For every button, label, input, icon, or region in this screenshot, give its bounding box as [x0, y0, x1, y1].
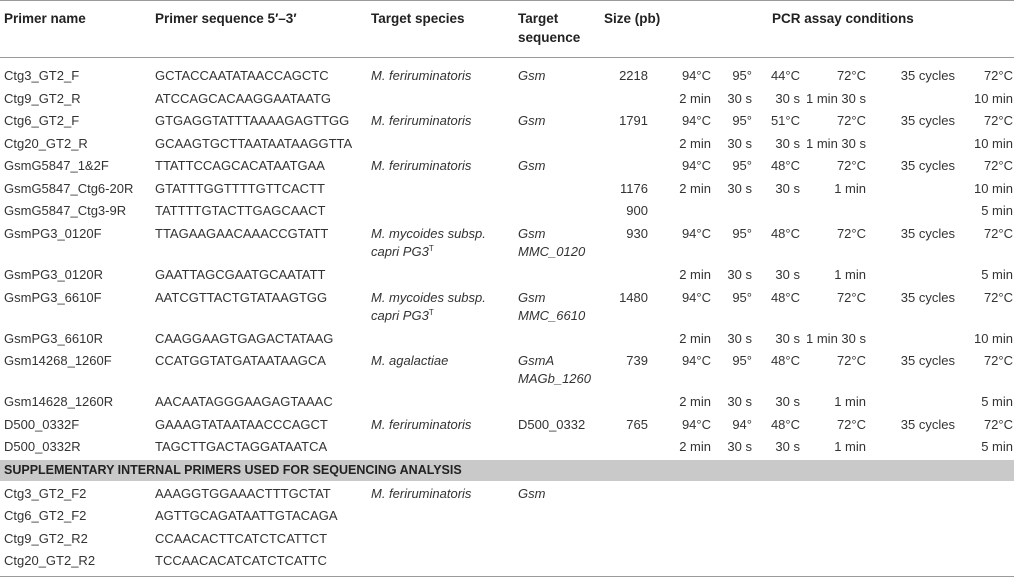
pcr-condition-cell: 30 s — [727, 267, 752, 282]
pcr-condition-cell: 35 cycles — [900, 113, 955, 128]
pcr-condition-cell: 72°C — [983, 290, 1013, 305]
pcr-condition-cell: 5 min — [981, 203, 1013, 218]
primer-sequence-cell: CCATGGTATGATAATAAGCA — [155, 353, 326, 368]
header-target-sequence-line2: sequence — [518, 30, 581, 45]
pcr-condition-cell: 2 min — [679, 439, 711, 454]
target-sequence-cell-line2: MMC_6610 — [518, 308, 586, 323]
pcr-condition-cell: 2 min — [679, 136, 711, 151]
pcr-condition-cell: 72°C — [983, 68, 1013, 83]
primer-sequence-cell: AGTTGCAGATAATTGTACAGA — [155, 508, 338, 523]
target-species-cell: M. mycoides subsp. — [371, 226, 486, 241]
target-species-cell-line2 — [371, 244, 434, 259]
target-sequence-cell-line2: MMC_0120 — [518, 244, 586, 259]
pcr-condition-cell: 72°C — [983, 158, 1013, 173]
target-species-cell: M. feriruminatoris — [371, 158, 472, 173]
pcr-condition-cell: 10 min — [973, 136, 1013, 151]
pcr-condition-cell: 94°C — [681, 113, 711, 128]
pcr-condition-cell: 72°C — [983, 113, 1013, 128]
pcr-condition-cell: 95° — [732, 226, 752, 241]
primer-sequence-cell: GCTACCAATATAACCAGCTC — [155, 68, 329, 83]
target-species-cell: M. mycoides subsp. — [371, 290, 486, 305]
pcr-condition-cell: 30 s — [775, 331, 800, 346]
pcr-condition-cell: 95° — [732, 113, 752, 128]
section-band — [0, 460, 1014, 481]
primer-name-cell: GsmPG3_0120R — [4, 267, 103, 282]
section-label: SUPPLEMENTARY INTERNAL PRIMERS USED FOR SEQUENCING ANALYSIS — [4, 463, 462, 477]
target-sequence-cell: Gsm — [518, 486, 546, 501]
primer-name-cell: D500_0332F — [4, 417, 80, 432]
pcr-condition-cell: 95° — [732, 158, 752, 173]
size-cell: 1480 — [619, 290, 648, 305]
pcr-condition-cell: 30 s — [727, 439, 752, 454]
header-size: Size (pb) — [604, 11, 661, 26]
pcr-condition-cell: 72°C — [836, 290, 866, 305]
header-target-sequence-line1: Target — [518, 11, 559, 26]
pcr-condition-cell: 72°C — [836, 113, 866, 128]
pcr-condition-cell: 1 min — [834, 394, 866, 409]
primer-name-cell: Ctg20_GT2_R2 — [4, 553, 96, 568]
pcr-condition-cell: 94°C — [681, 417, 711, 432]
pcr-condition-cell: 1 min — [834, 267, 866, 282]
species-strain-text: capri PG3 — [371, 244, 429, 259]
target-species-cell: M. feriruminatoris — [371, 113, 472, 128]
pcr-condition-cell: 2 min — [679, 267, 711, 282]
pcr-condition-cell: 1 min — [834, 181, 866, 196]
pcr-condition-cell: 48°C — [770, 417, 800, 432]
pcr-condition-cell: 72°C — [836, 226, 866, 241]
top-rule — [0, 0, 1014, 1]
size-cell: 1176 — [620, 181, 648, 196]
pcr-condition-cell: 72°C — [983, 353, 1013, 368]
primer-sequence-cell: AACAATAGGGAAGAGTAAAC — [155, 394, 333, 409]
primer-name-cell: Gsm14268_1260F — [4, 353, 112, 368]
primer-sequence-cell: TTATTCCAGCACATAATGAA — [155, 158, 325, 173]
primer-name-cell: Ctg3_GT2_F — [4, 68, 80, 83]
primer-sequence-cell: TCCAACACATCATCTCATTC — [155, 553, 327, 568]
pcr-condition-cell: 94° — [732, 417, 752, 432]
pcr-condition-cell: 72°C — [983, 417, 1013, 432]
pcr-condition-cell: 44°C — [770, 68, 800, 83]
target-sequence-cell: Gsm — [518, 226, 546, 241]
pcr-condition-cell: 2 min — [679, 91, 711, 106]
primer-name-cell: Ctg6_GT2_F2 — [4, 508, 87, 523]
pcr-condition-cell: 94°C — [681, 226, 711, 241]
primer-sequence-cell: TATTTTGTACTTGAGCAACT — [155, 203, 326, 218]
pcr-condition-cell: 48°C — [770, 226, 800, 241]
pcr-condition-cell: 94°C — [681, 158, 711, 173]
pcr-condition-cell: 2 min — [679, 394, 711, 409]
pcr-condition-cell: 95° — [732, 68, 752, 83]
bottom-rule — [0, 576, 1014, 577]
pcr-condition-cell: 35 cycles — [900, 353, 955, 368]
pcr-condition-cell: 35 cycles — [900, 158, 955, 173]
primer-name-cell: GsmPG3_6610F — [4, 290, 102, 305]
pcr-condition-cell: 30 s — [727, 91, 752, 106]
pcr-condition-cell: 30 s — [775, 439, 800, 454]
target-species-cell: M. feriruminatoris — [371, 417, 472, 432]
header-pcr-conditions: PCR assay conditions — [772, 11, 914, 26]
size-cell: 765 — [626, 417, 648, 432]
primer-name-cell: Gsm14628_1260R — [4, 394, 114, 409]
target-sequence-cell: Gsm — [518, 113, 546, 128]
pcr-condition-cell: 72°C — [836, 353, 866, 368]
primer-sequence-cell: AAAGGTGGAAACTTTGCTAT — [155, 486, 331, 501]
primer-name-cell: Ctg20_GT2_R — [4, 136, 88, 151]
primer-sequence-cell: GTATTTGGTTTTGTTCACTT — [155, 181, 325, 196]
primer-sequence-cell: CCAACACTTCATCTCATTCT — [155, 531, 328, 546]
header-rule — [0, 57, 1014, 58]
target-sequence-cell: Gsm — [518, 68, 546, 83]
pcr-condition-cell: 35 cycles — [900, 290, 955, 305]
pcr-condition-cell: 5 min — [981, 439, 1013, 454]
pcr-condition-cell: 2 min — [679, 181, 711, 196]
pcr-condition-cell: 5 min — [981, 394, 1013, 409]
target-species-cell: M. feriruminatoris — [371, 486, 472, 501]
primer-name-cell: Ctg9_GT2_R2 — [4, 531, 88, 546]
target-sequence-cell: Gsm — [518, 158, 546, 173]
pcr-condition-cell: 94°C — [681, 68, 711, 83]
pcr-condition-cell: 51°C — [770, 113, 800, 128]
primer-sequence-cell: GAATTAGCGAATGCAATATT — [155, 267, 326, 282]
size-cell: 739 — [626, 353, 648, 368]
primer-name-cell: Ctg6_GT2_F — [4, 113, 80, 128]
pcr-condition-cell: 30 s — [775, 91, 800, 106]
size-cell: 2218 — [619, 68, 648, 83]
pcr-condition-cell: 30 s — [727, 394, 752, 409]
pcr-condition-cell: 72°C — [836, 158, 866, 173]
pcr-condition-cell: 95° — [732, 290, 752, 305]
pcr-condition-cell: 30 s — [727, 331, 752, 346]
primer-name-cell: D500_0332R — [4, 439, 81, 454]
species-strain-text: capri PG3 — [371, 308, 429, 323]
pcr-condition-cell: 72°C — [836, 68, 866, 83]
pcr-condition-cell: 1 min 30 s — [806, 331, 866, 346]
size-cell: 900 — [626, 203, 648, 218]
pcr-condition-cell: 94°C — [681, 353, 711, 368]
pcr-condition-cell: 1 min — [834, 439, 866, 454]
primer-name-cell: GsmG5847_1&2F — [4, 158, 109, 173]
pcr-condition-cell: 35 cycles — [900, 226, 955, 241]
pcr-condition-cell: 1 min 30 s — [806, 91, 866, 106]
primer-name-cell: GsmG5847_Ctg6-20R — [4, 181, 134, 196]
type-strain-superscript: T — [428, 308, 434, 317]
primer-sequence-cell: GCAAGTGCTTAATAATAAGGTTA — [155, 136, 353, 151]
header-primer-sequence: Primer sequence 5′–3′ — [155, 11, 297, 26]
pcr-condition-cell: 95° — [732, 353, 752, 368]
header-target-species: Target species — [371, 11, 465, 26]
target-sequence-cell: GsmA — [518, 353, 555, 368]
primer-sequence-cell: ATCCAGCACAAGGAATAATG — [155, 91, 332, 106]
type-strain-superscript: T — [428, 244, 434, 253]
target-sequence-cell: Gsm — [518, 290, 546, 305]
pcr-condition-cell: 72°C — [983, 226, 1013, 241]
pcr-condition-cell: 30 s — [727, 181, 752, 196]
pcr-condition-cell: 1 min 30 s — [806, 136, 866, 151]
primer-sequence-cell: TAGCTTGACTAGGATAATCA — [155, 439, 328, 454]
target-species-cell-line2 — [371, 308, 434, 323]
pcr-condition-cell: 30 s — [727, 136, 752, 151]
pcr-condition-cell: 48°C — [770, 290, 800, 305]
pcr-condition-cell: 48°C — [770, 353, 800, 368]
pcr-condition-cell: 94°C — [681, 290, 711, 305]
primer-name-cell: GsmPG3_0120F — [4, 226, 102, 241]
pcr-condition-cell: 2 min — [679, 331, 711, 346]
pcr-condition-cell: 30 s — [775, 394, 800, 409]
pcr-condition-cell: 10 min — [973, 181, 1013, 196]
target-sequence-cell: D500_0332 — [518, 417, 586, 432]
primer-name-cell: GsmG5847_Ctg3-9R — [4, 203, 127, 218]
primer-sequence-cell: GAAAGTATAATAACCCAGCT — [155, 417, 328, 432]
size-cell: 1791 — [619, 113, 648, 128]
pcr-condition-cell: 10 min — [973, 331, 1013, 346]
pcr-condition-cell: 30 s — [775, 267, 800, 282]
pcr-condition-cell: 5 min — [981, 267, 1013, 282]
target-species-cell: M. feriruminatoris — [371, 68, 472, 83]
primer-sequence-cell: GTGAGGTATTTAAAAGAGTTGG — [155, 113, 350, 128]
header-primer-name: Primer name — [4, 11, 86, 26]
size-cell: 930 — [626, 226, 648, 241]
primer-sequence-cell: CAAGGAAGTGAGACTATAAG — [155, 331, 334, 346]
pcr-condition-cell: 30 s — [775, 136, 800, 151]
pcr-condition-cell: 30 s — [775, 181, 800, 196]
target-sequence-cell-line2: MAGb_1260 — [518, 371, 591, 386]
target-species-cell: M. agalactiae — [371, 353, 449, 368]
pcr-condition-cell: 72°C — [836, 417, 866, 432]
pcr-condition-cell: 35 cycles — [900, 68, 955, 83]
primer-name-cell: GsmPG3_6610R — [4, 331, 103, 346]
pcr-condition-cell: 35 cycles — [900, 417, 955, 432]
primer-name-cell: Ctg9_GT2_R — [4, 91, 81, 106]
pcr-condition-cell: 10 min — [973, 91, 1013, 106]
primer-sequence-cell: AATCGTTACTGTATAAGTGG — [155, 290, 328, 305]
primer-name-cell: Ctg3_GT2_F2 — [4, 486, 87, 501]
primer-sequence-cell: TTAGAAGAACAAACCGTATT — [155, 226, 329, 241]
pcr-condition-cell: 48°C — [770, 158, 800, 173]
